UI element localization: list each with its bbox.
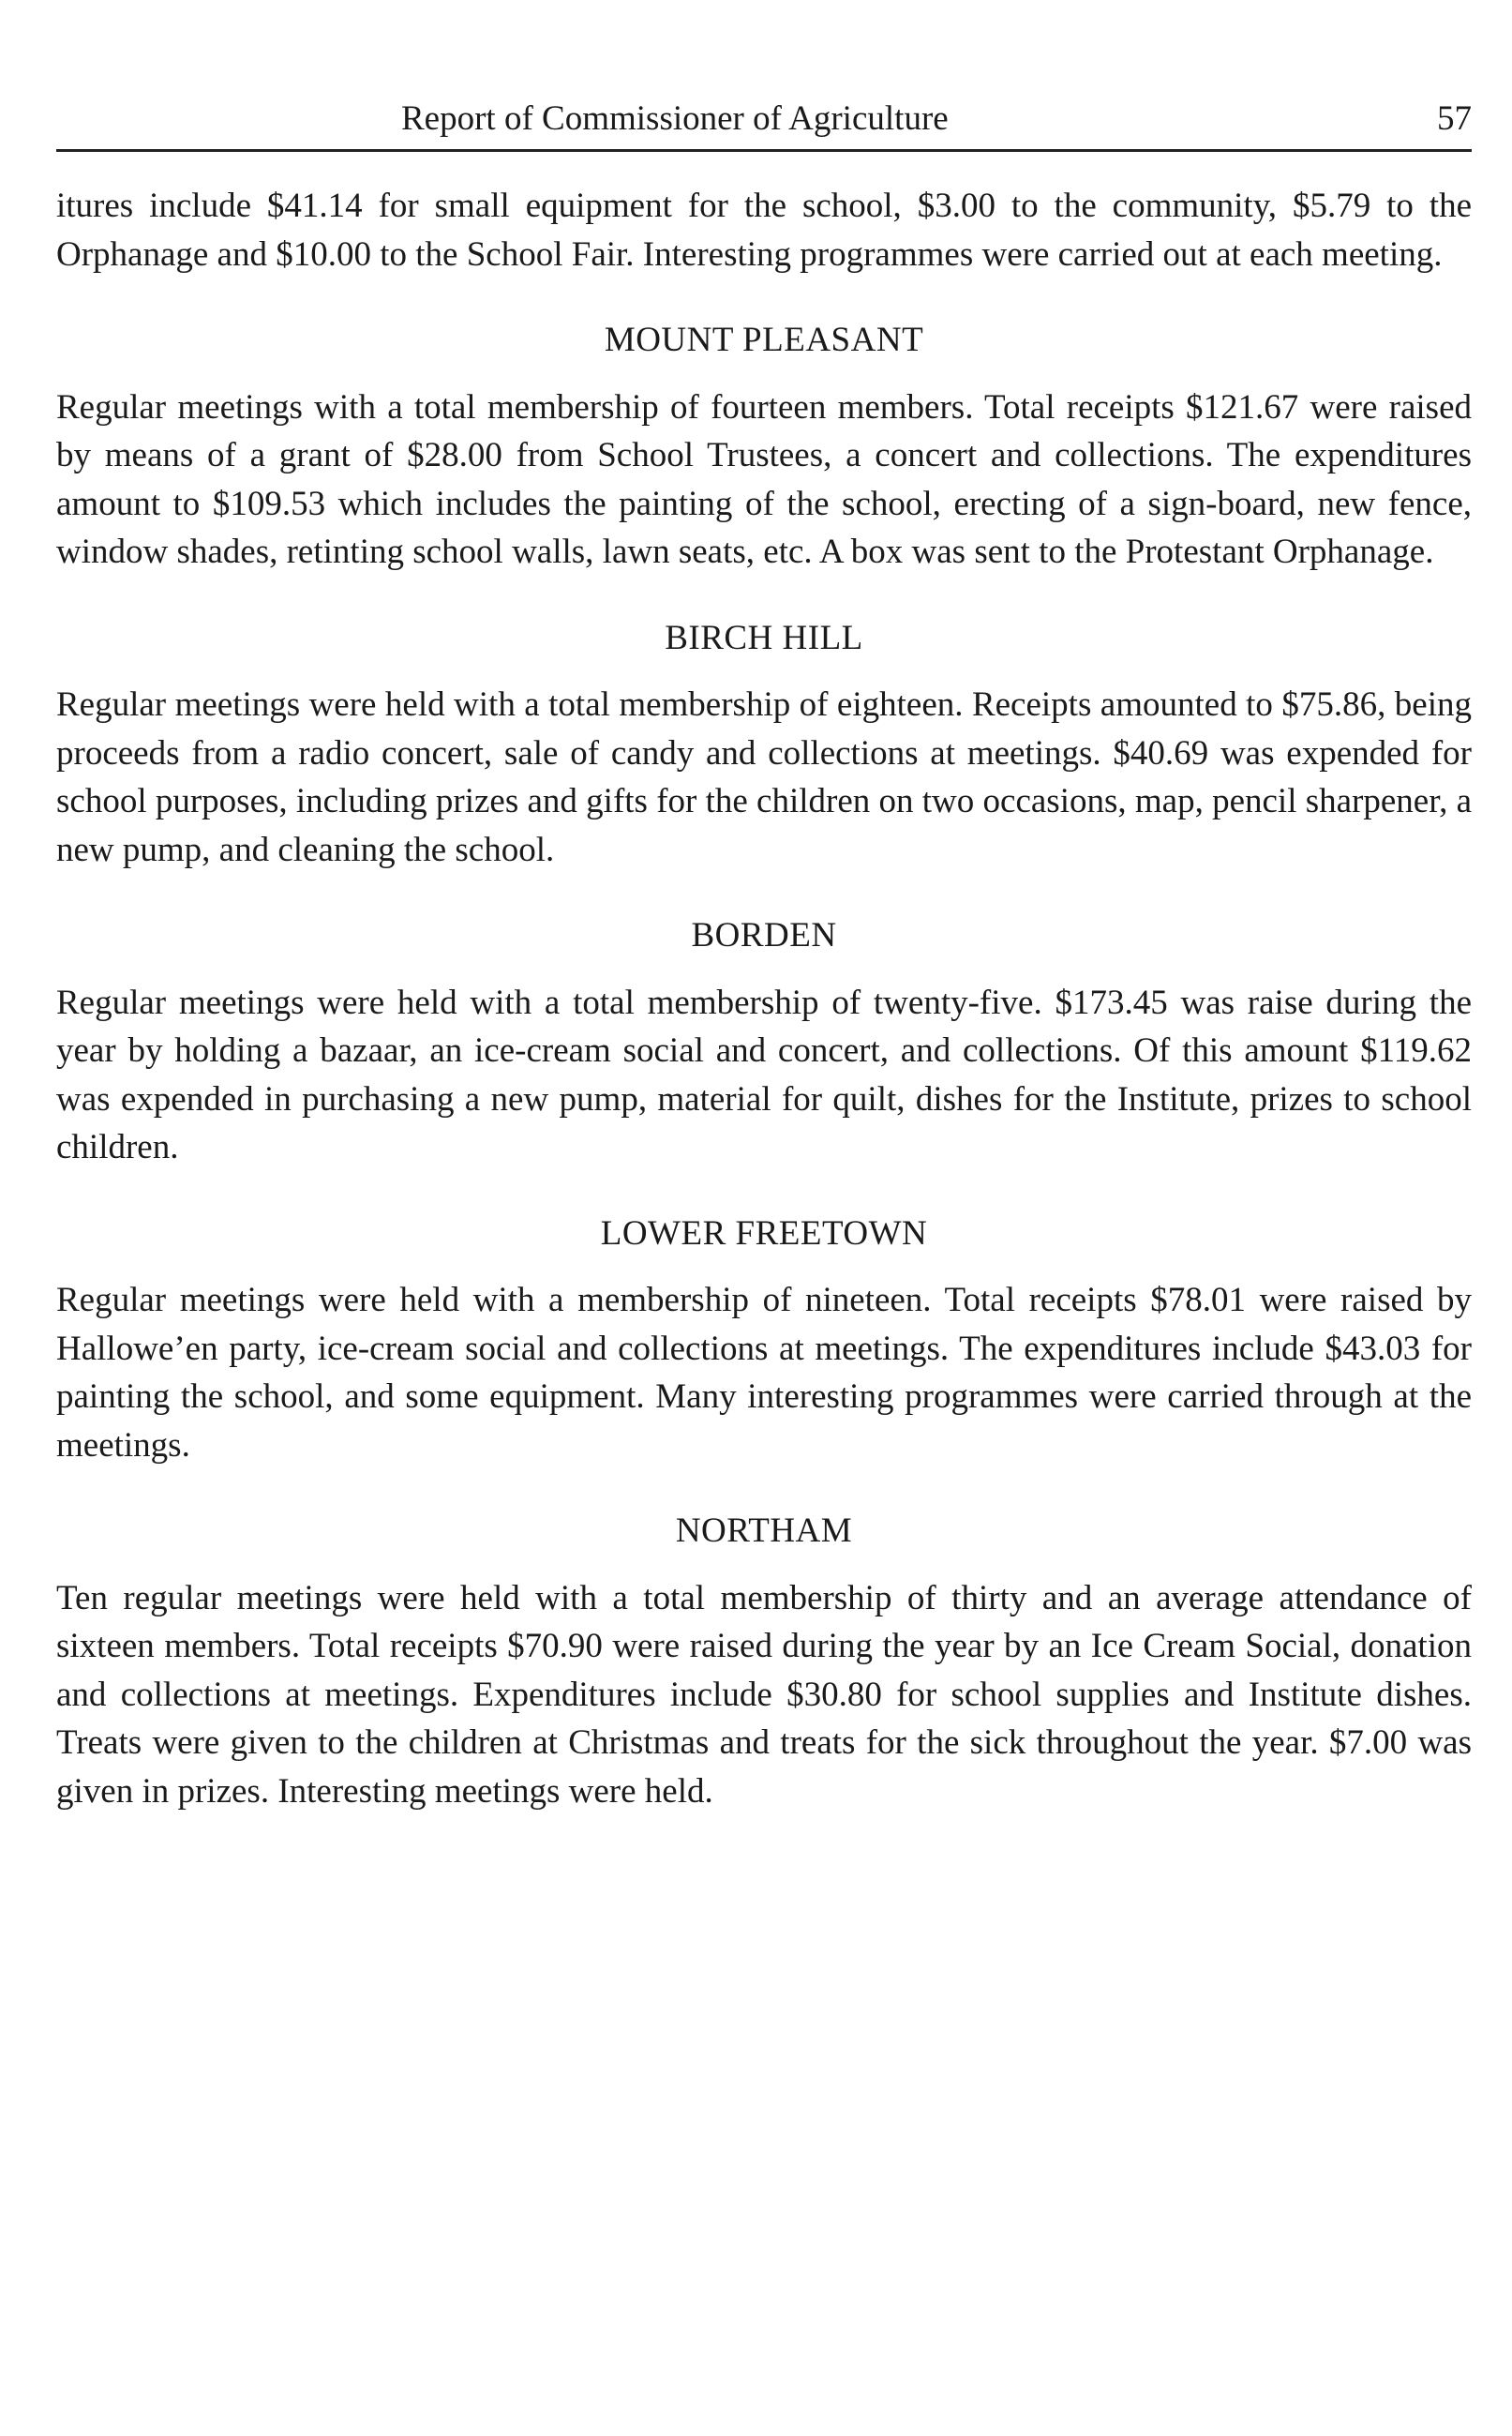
- page-number: 57: [1437, 99, 1472, 138]
- section-heading-birch-hill: BIRCH HILL: [665, 618, 863, 657]
- running-header: [56, 89, 1472, 152]
- section-body-birch-hill: Regular meetings were held with a total membership of eighteen. Receipts amounted to $75.86, being proceeds from a radio concert, sale of candy and collections at meetings. $40.69 was expended for school purposes, including prizes and gifts for the children on two occasions, map, pencil sharpener, a new pump, and cleaning the school.: [56, 685, 1472, 869]
- document-page: [56, 89, 1472, 1815]
- section-body-mount-pleasant: Regular meetings with a total membership of fourteen members. Total receipts $121.67 were raised by means of a grant of $28.00 from School Trustees, a concert and collections. The expenditures amount to $109.53 which includes the painting of the school, erecting of a sign-board, new fence, window shades, retinting school walls, lawn seats, etc. A box was sent to the Protestant Orphanage.: [56, 387, 1472, 571]
- section-body-lower-freetown: Regular meetings were held with a membership of nineteen. Total receipts $78.01 were raised by Hallowe’en party, ice-cream social and collections at meetings. The expenditures include $43.03 for painting the school, and some equipment. Many interesting programmes were carried through at the meetings.: [56, 1281, 1472, 1465]
- section-heading-northam: NORTHAM: [675, 1511, 853, 1550]
- intro-paragraph: itures include $41.14 for small equipment for the school, $3.00 to the community, $5.79 to the Orphanage and $10.00 to the School Fair. Interesting programmes were carried out at each meeting.: [56, 187, 1472, 274]
- section-heading-borden: BORDEN: [691, 916, 837, 955]
- section-heading-mount-pleasant: MOUNT PLEASANT: [604, 321, 924, 359]
- section-body-northam: Ten regular meetings were held with a total membership of thirty and an average attendance of sixteen members. Total receipts $70.90 were raised during the year by an Ice Cream Social, donation and collections at meetings. Expenditures include $30.80 for school supplies and Institute dishes. Treats were given to the children at Christmas and treats for the sick throughout the year. $7.00 was given in prizes. Interesting meetings were held.: [56, 1578, 1472, 1811]
- section-heading-lower-freetown: LOWER FREETOWN: [600, 1213, 928, 1253]
- header-title: Report of Commissioner of Agriculture: [401, 99, 949, 138]
- section-body-borden: Regular meetings were held with a total membership of twenty-five. $173.45 was raise during the year by holding a bazaar, an ice-cream social and concert, and collections. Of this amount $119.62 was expended in purchasing a new pump, material for quilt, dishes for the Institute, prizes to school children.: [56, 983, 1472, 1166]
